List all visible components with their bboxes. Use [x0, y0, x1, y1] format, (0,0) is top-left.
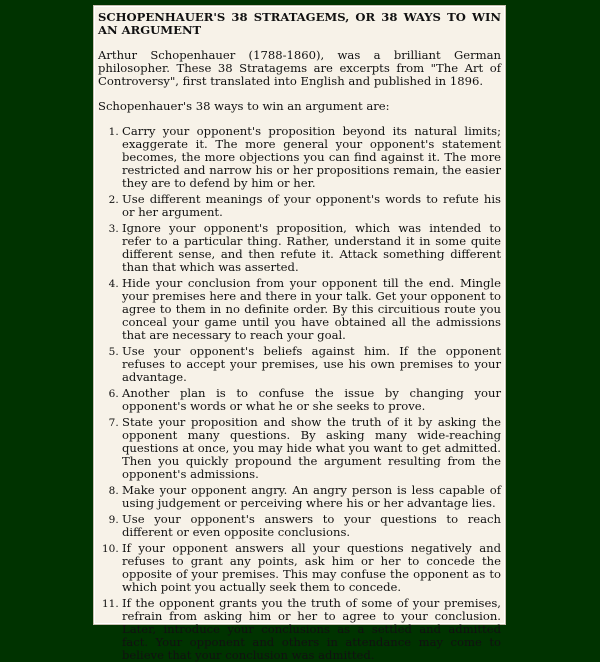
stratagem-item: 1. Carry your opponent's proposition beyond its natural limits; exaggerate it. The more general your opponent's statement becomes, the more objections you can find against it. The more restricted and narrow his or her propositions remain, the easier they are to defend by him or her. — [122, 125, 501, 190]
stratagem-item: 4. Hide your conclusion from your opponent till the end. Mingle your premises here and there in your talk. Get your opponent to agree to them in no definite order. By this circuitious route you conceal your game until you have obtained all the admissions that are necessary to reach your goal. — [122, 277, 501, 342]
stratagem-item: 6. Another plan is to confuse the issue by changing your opponent's words or what he or she seeks to prove. — [122, 387, 501, 413]
stratagem-item: 10. If your opponent answers all your questions negatively and refuses to grant any points, ask him or her to concede the opposite of your premises. This may confuse the opponent as to which point you actually seek them to concede. — [122, 542, 501, 594]
stratagem-list — [98, 125, 501, 662]
lead-paragraph: Schopenhauer's 38 ways to win an argument are: — [98, 99, 390, 113]
stratagem-item: 8. Make your opponent angry. An angry person is less capable of using judgement or perceiving where his or her advantage lies. — [122, 484, 501, 510]
article-page — [93, 5, 506, 662]
stratagem-item: 7. State your proposition and show the truth of it by asking the opponent many questions. By asking many wide-reaching questions at once, you may hide what you want to get admitted. Then you quickly propound the argument resulting from the opponent's admissions. — [122, 416, 501, 481]
stratagem-item: 9. Use your opponent's answers to your questions to reach different or even opposite conclusions. — [122, 513, 501, 539]
stratagem-item: 3. Ignore your opponent's proposition, which was intended to refer to a particular thing. Rather, understand it in some quite different sense, and then refute it. Attack something different than that which was asserted. — [122, 222, 501, 274]
stratagem-item: 2. Use different meanings of your opponent's words to refute his or her argument. — [122, 193, 501, 219]
article-title: SCHOPENHAUER'S 38 STRATAGEMS, OR 38 WAYS TO WIN AN ARGUMENT — [98, 10, 501, 37]
stratagem-item: 5. Use your opponent's beliefs against him. If the opponent refuses to accept your premises, use his own premises to your advantage. — [122, 345, 501, 384]
stratagem-item: 11. If the opponent grants you the truth of some of your premises, refrain from asking him or her to agree to your conclusion. Later, introduce your conclusions as a settled and admitted fact. Your opponent and others in attendance may come to believe that your conclusion was admitted. — [122, 597, 501, 662]
intro-paragraph: Arthur Schopenhauer (1788-1860), was a brilliant German philosopher. These 38 Stratagems are excerpts from "The Art of Controversy", first translated into English and published in 1896. — [98, 48, 501, 88]
article-body — [94, 6, 505, 662]
